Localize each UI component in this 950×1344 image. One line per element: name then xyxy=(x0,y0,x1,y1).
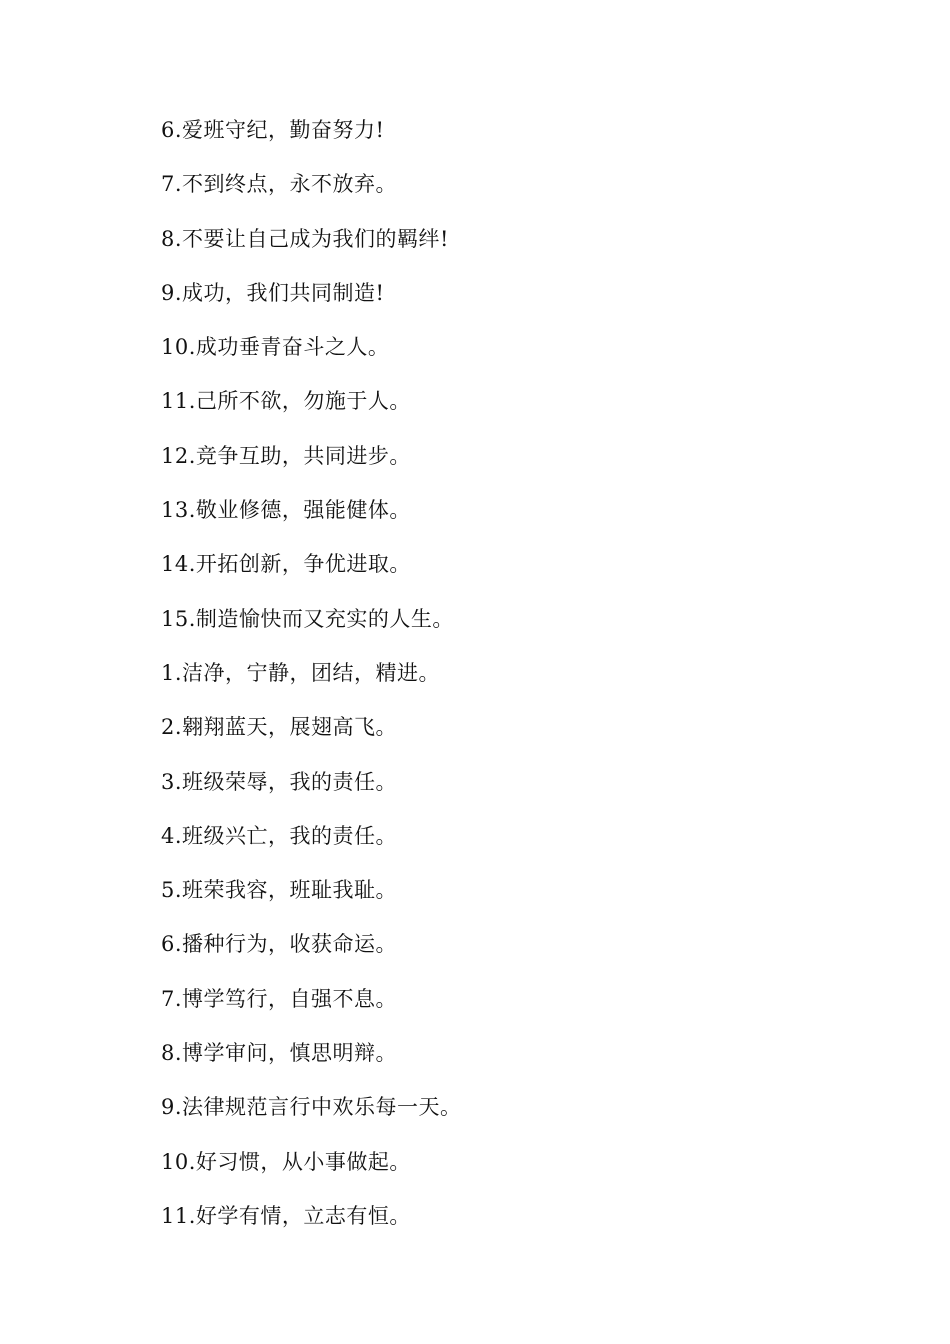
slogan-line: 5.班荣我容，班耻我耻。 xyxy=(161,878,398,903)
slogan-line: 9.成功，我们共同制造! xyxy=(161,280,385,305)
slogan-line: 14.开拓创新，争优进取。 xyxy=(161,552,411,577)
slogan-line: 9.法律规范言行中欢乐每一天。 xyxy=(161,1095,462,1120)
slogan-line: 7.不到终点，永不放弃。 xyxy=(161,172,398,197)
slogan-line: 4.班级兴亡，我的责任。 xyxy=(161,823,398,848)
slogan-line: 8.博学审问，慎思明辩。 xyxy=(161,1041,398,1066)
slogan-line: 8.不要让自己成为我们的羁绊! xyxy=(161,226,449,251)
slogan-list xyxy=(161,112,462,1252)
slogan-line: 6.播种行为，收获命运。 xyxy=(161,932,398,957)
slogan-line: 1.洁净，宁静，团结，精进。 xyxy=(161,660,441,685)
slogan-line: 10.成功垂青奋斗之人。 xyxy=(161,335,390,360)
slogan-line: 15.制造愉快而又充实的人生。 xyxy=(161,606,454,631)
slogan-line: 12.竞争互助，共同进步。 xyxy=(161,443,411,468)
slogan-line: 6.爱班守纪，勤奋努力! xyxy=(161,118,385,142)
slogan-line: 3.班级荣辱，我的责任。 xyxy=(161,769,398,794)
slogan-line: 10.好习惯，从小事做起。 xyxy=(161,1149,411,1174)
slogan-line: 2.翱翔蓝天，展翅高飞。 xyxy=(161,715,398,740)
slogan-line: 13.敬业修德，强能健体。 xyxy=(161,498,411,523)
slogan-line: 7.博学笃行，自强不息。 xyxy=(161,986,398,1011)
slogan-line: 11.己所不欲，勿施于人。 xyxy=(161,389,411,414)
slogan-line: 11.好学有情，立志有恒。 xyxy=(161,1203,411,1228)
